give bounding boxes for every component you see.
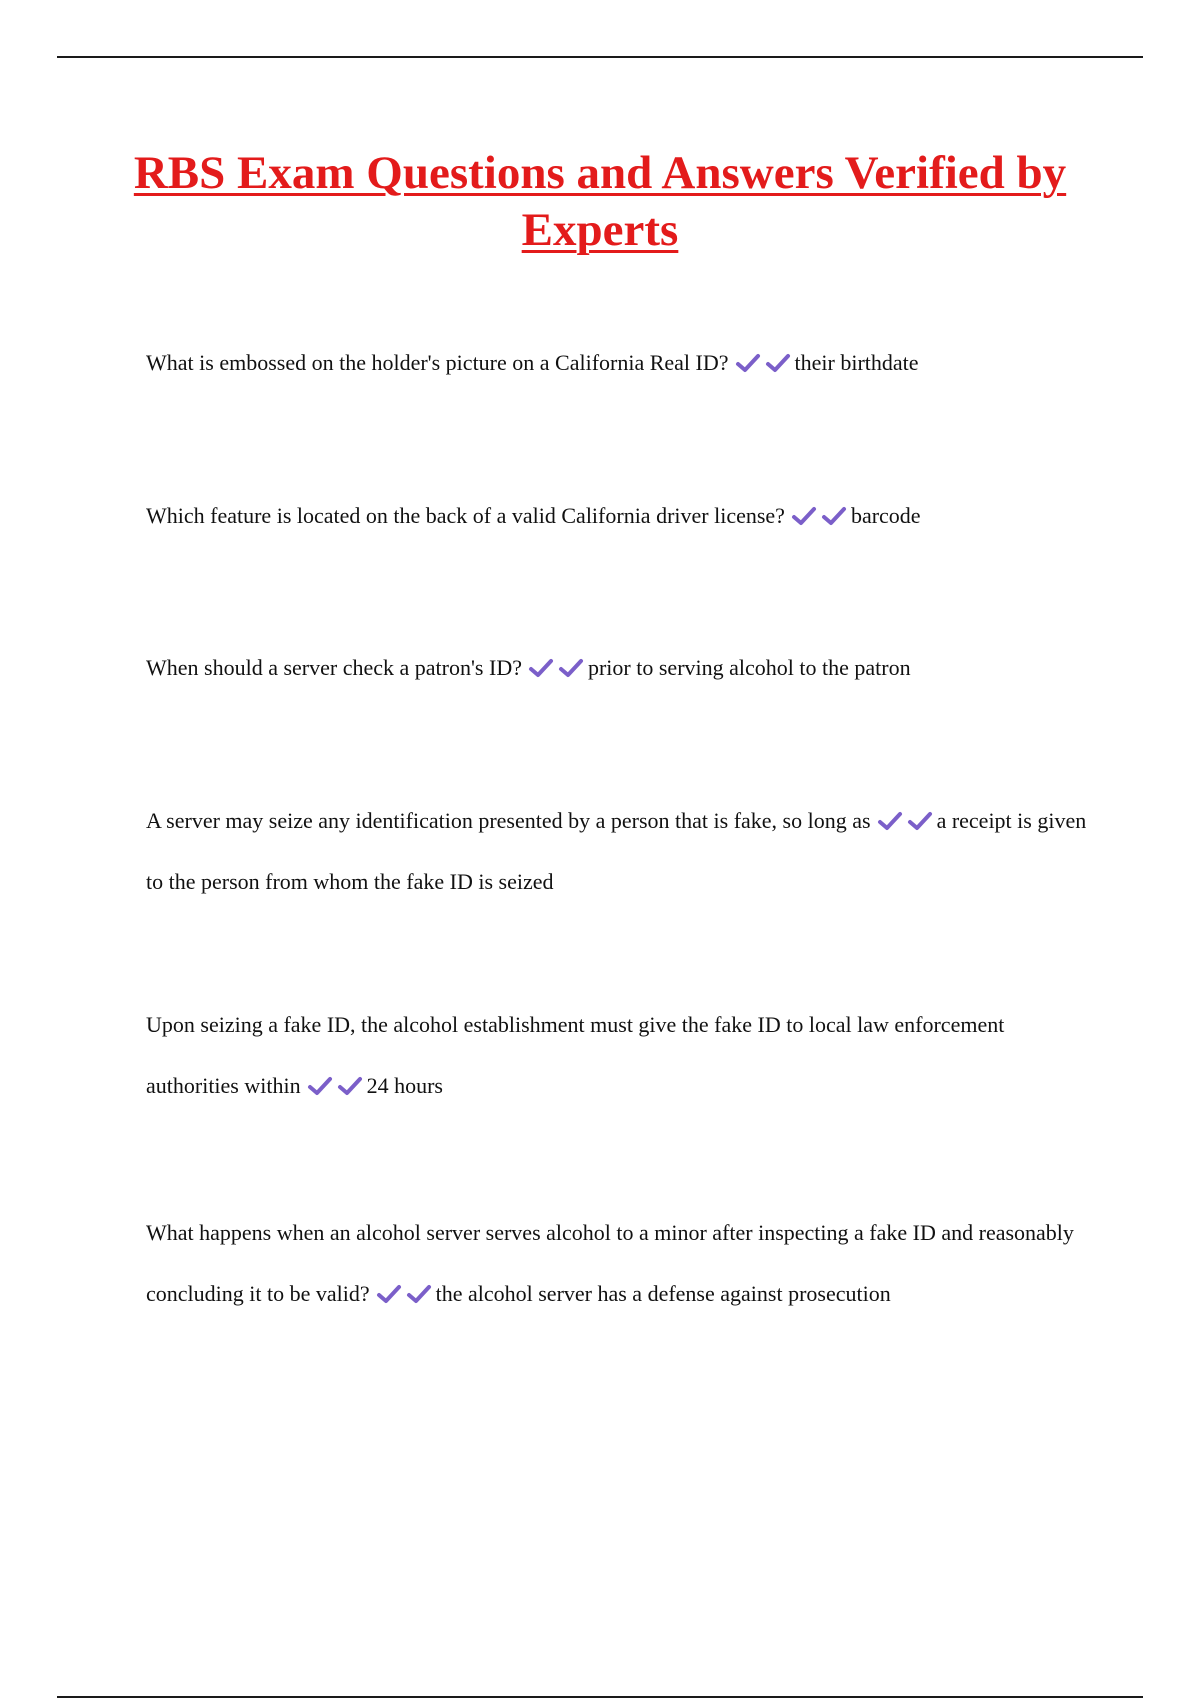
check-mark-icon [735,353,761,373]
answer-text: 24 hours [366,1073,443,1098]
check-mark-icon [528,658,554,678]
question-text: Which feature is located on the back of a valid California driver license? [146,503,785,528]
qa-item [146,994,1096,1116]
question-text: Upon seizing a fake ID, the alcohol establishment must give the fake ID to local law enforcement authorities within [146,1012,1005,1098]
question-text: When should a server check a patron's ID? [146,655,522,680]
question-text: What is embossed on the holder's picture on a California Real ID? [146,350,729,375]
qa-item [146,790,1096,912]
check-mark-icon [791,506,817,526]
answer-text: the alcohol server has a defense against prosecution [435,1281,891,1306]
question-text: A server may seize any identification presented by a person that is fake, so long as [146,808,871,833]
answer-text: prior to serving alcohol to the patron [587,655,911,680]
bottom-divider [57,1696,1143,1698]
qa-item [146,485,1096,546]
check-mark-icon [376,1284,402,1304]
check-mark-icon [765,353,791,373]
qa-item [146,1202,1096,1324]
qa-item [146,637,1096,698]
document-title: RBS Exam Questions and Answers Verified by Experts [133,147,1067,256]
question-text: What happens when an alcohol server serves alcohol to a minor after inspecting a fake ID and reasonably concluding it to be valid? [146,1220,1074,1306]
check-mark-icon [337,1076,363,1096]
answer-text: barcode [850,503,921,528]
check-mark-icon [558,658,584,678]
check-mark-icon [307,1076,333,1096]
check-mark-icon [821,506,847,526]
check-mark-icon [907,811,933,831]
answer-text: their birthdate [794,350,919,375]
qa-item [146,332,1096,393]
top-divider [57,56,1143,58]
check-mark-icon [406,1284,432,1304]
answer-text: a receipt is given to the person from whom the fake ID is seized [146,808,1087,894]
check-mark-icon [877,811,903,831]
